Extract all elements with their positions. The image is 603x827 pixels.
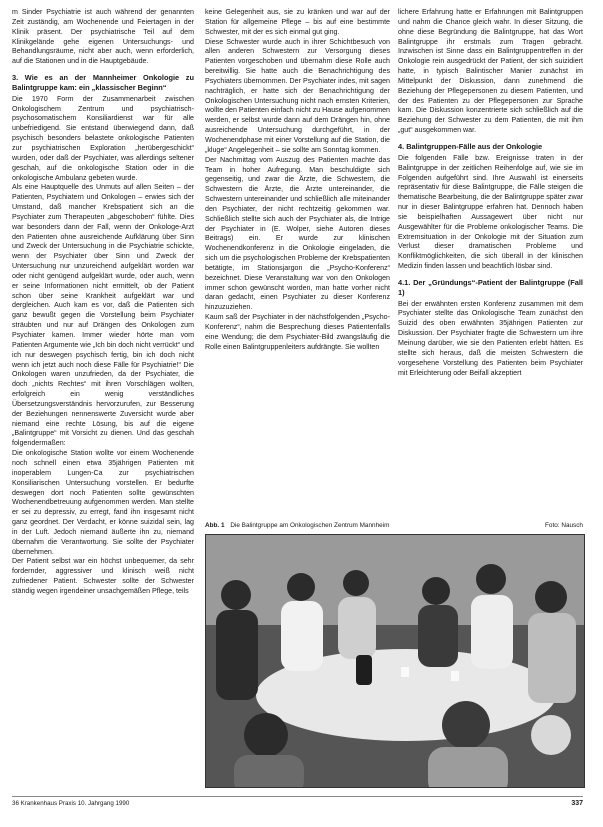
figure-label: Abb. 1 <box>205 522 225 529</box>
photo-credit: Foto: Nausch <box>544 522 583 529</box>
paragraph: Der Patient selbst war ein höchst unbequemer, da sehr fordernder, aggressiver und klinisch weiß nicht zufriedener Patient. Schwester sollte der Schwester ständig wegen irgendeiner unsachgemäßen Pflege, teils <box>12 557 194 595</box>
paragraph: Die onkologische Station wollte vor einem Wochenende noch schnell einen etwa 35jährigen Patienten mit inoperablem Lungen-Ca zur psychiatrischen Konsiliarischen Untersuchung vorstellen. Er bedurfte deswegen dort noch Patienten sollte gewünschten Wochenendbetreuung aufgenommen werden. Man stellte er sei zu depressiv, zu erregt, fand ihn insgesamt nicht ganz geordnet. Der Verdacht, er könne suizidal sein, lag in der Luft. Jedoch niemand äußerte ihn zu, niemand übernahm die Verantwortung. Sie sollte der Psychiater übernehmen. <box>12 449 194 556</box>
figure-caption <box>205 522 389 529</box>
coffee-pot <box>356 655 372 685</box>
paragraph: Als eine Hauptquelle des Unmuts auf allen Seiten – der Patienten, Psychiatern und Onkologen – erwies sich der Umstand, daß mancher Krebspatient sich an die Psychiater zum Therapeuten „abgeschoben“ fühlte. Dies war besonders dann der Fall, wenn der Onkologe-Arzt den Patienten ohne ausreichende Aufklärung über Sinn und Zweck der Untersuchung in die Psychiatrie schickte, wenn der Psychiater über Sinn und Zweck der Untersuchung nur unzureichend aufgeklärt worden war oder nicht genügend aufgeklärt wurde, oder auch, wenn er seine Informationen nicht ermittelt, ob der Patient schon über seine Krankheit aufgeklärt war und dergleichen. Auch kam es vor, daß die Patienten sich ganz bewußt gegen die Vorstellung beim Psychiater sträubten und nur auf Drängen des Onkologen zum Psychiater kamen. Immer wieder hörte man vom Patienten Argumente wie „Ich bin doch nicht verrückt“ und ich nur deswegen psychisch fertig, bin ich doch nicht wenn ich jetzt auch noch diese Fälle für Psychiatrie!“ Die Onkologen waren unzufrieden, da der Psychiater, die doch „nichts Rechtes“ mit ihren Vorschlägen wollten, erfolgreich ein wenig verständliches Übersetzungsverständnis hervorzurufen, zur Besserung der Beziehungen nennenswerte Zuversicht wurde aber niemand eine rechte Lösung, bis auf die eigene „Balintgruppe“ mit Vorsicht zu dienen. Und das geschah folgendermaßen: <box>12 183 194 448</box>
page-footer <box>12 796 583 812</box>
figure-caption-row <box>205 520 583 531</box>
paragraph: Die 1970 Form der Zusammenarbeit zwischen Onkologischem Zentrum und psychiatrisch-psychosomatischem Konsiliardienst war für alle unbefriedigend. Sie entstand überwiegend dann, daß psychisch besonders belastete onkologische Patienten zur psychiatrischen Exploration „herübergeschickt“ wurden, oder daß der Psychiater, was allerdings seltener geschah, auf die onkologische Station oder in die onkologische Ambulanz gebeten wurde. <box>12 94 194 182</box>
paragraph: Diese Schwester wurde auch in ihrer Schichtbesuch von allen anderen Schwestern zur Versorgung dieses Patienten vorgeschoben und übernahm diese Rolle auch bereitwillig. Sie hatte auch die Benachrichtigung des Psychiaters übernommen. Der Psychiater indes, mit sagen nachträglich, er hatte sich der Benachrichtigung der Onkologischen Untersuchung nicht nach ernsten Kriterien, wollte den Patienten einfach nicht zu Hause aufgenommen werden, er selbst wurde dann auf dem Drängen hin, ohne ausreichende Untersuchung durchgeführt, in der Wochenendphase mit einer Vorstellung auf die Station, die „kluge“ Angelegenheit – sie sollte am Sonntag kommen. <box>205 37 390 154</box>
text-column-3 <box>398 8 583 520</box>
journal-info: 36 Krankenhaus Praxis 10. Jahrgang 1990 <box>12 800 130 807</box>
paragraph: keine Gelegenheit aus, sie zu kränken und war auf der Station für allgemeine Pflege – bis auf eine bestimmte Schwester, mit der es sich einmal gut ging. <box>205 8 390 36</box>
section-heading: 4. Balintgruppen-Fälle aus der Onkologie <box>398 141 543 151</box>
figure-caption-text: Die Balintgruppe am Onkologischen Zentrum Mannheim <box>230 522 390 529</box>
section-heading: 3. Wie es an der Mannheimer Onkologie zu Balintgruppe kam: ein „klassischer Beginn“ <box>12 73 194 92</box>
page-number: 337 <box>571 800 583 807</box>
text-column-2 <box>205 8 390 520</box>
group-photo-illustration <box>206 535 584 787</box>
paragraph: lichere Erfahrung hatte er Erfahrungen mit Balintgruppen und nahm die Chance gleich wahr. In dieser Sitzung, die ohne diese Begründung die Balintgruppe, hat das Wort Balintgruppe ihr erstmals zum Tragen gebracht. Inzwischen ist Sinne dass ein Balintgruppentreffen in der Onkologie rein ausgedrückt der Patient, der sich suizidiert hatte, in typisch Balintischer Manier zunächst im Mittelpunkt der Diskussion, dann zunehmend die Beziehung der Pflegepersonen zu diesem Patienten, und der des Patienten zu der Pflegepersonen zur Sprache kam. Die Diskussion konzentrierte sich schließlich auf die Beziehung der Schwester zu dem Patienten, die mit ihm „gut“ ausgekommen war. <box>398 8 583 135</box>
paragraph: Die folgenden Fälle bzw. Ereignisse traten in der Balintgruppe in der zeitlichen Reihenfolge auf, wie sie im Folgenden aufgeführt sind. Ihre Auswahl ist einerseits repräsentativ für diese Balintgruppe, die Fälle steigen die thematische Bearbeitung, die der Balintgruppe später zwar nur in dieser Balintgruppe erfahren hat. Dennoch haben sie beispielhaften Aussagewert über nicht nur Ausgewählter für die Probleme onkologischer Teams. Die Extremsituation in der Onkologie mit der Situation zum Verlust dieser dramatischen Probleme und Konfliktmöglichkeiten, die sich überall in der klinischen Medizin finden lassen und beachtlich lösbar sind. <box>398 153 583 271</box>
paragraph: Bei der erwähnten ersten Konferenz zusammen mit dem Psychiater stellte das Onkologische Team zunächst den Suizid des oben erwähnten 35jährigen Patienten zur Diskussion. Der Psychiater fragte die Schwestern um ihre Meinung darüber, wie sie den Patienten erlebt hätten. Es stellte sich heraus, daß die meisten Schwestern die vorgesehene Vorstellung des Patienten beim Psychiater mit Erleichterung oder Beifall akzeptiert <box>398 299 583 377</box>
text-column-1 <box>12 8 194 788</box>
paragraph: m Sinder Psychiatrie ist auch während der genannten Zeit zuständig, am Wochenende und Feiertagen in der Klinik präsent. Der psychiatrische Teil auf dem Klinikgelände gehe eigenen Untersuchungs- und Behandlungsräume, nicht aber auch, wenn erforderlich, auf die Stationen und in die Hauptgebäude. <box>12 8 194 66</box>
paragraph: Kaum saß der Psychiater in der nächstfolgenden „Psycho-Konferenz“, nahm die Besprechung dieses Patientenfalls eine Wendung; die dem Psychiater-Bild zwangsläufig die Rolle einen Balintgruppenleiters aufdrängte. Sie wollten <box>205 313 390 351</box>
paragraph: Der Nachmittag vom Auszug des Patienten machte das Team in hoher Aufregung. Man beschuldigte sich gegenseitig, und zwar die Ärzte, die Schwestern, die Schwestern die Ärzte, die Ärzte untereinander, die Schwestern untereinander und schließlich alle miteinander den Psychiater, der nicht rechtzeitig gekommen war. Schließlich stellte sich auch der Psychiater als, die Intrige der Psychiater in (E. Wolper, siehe Autoren dieses Beitrags) ein. Er wurde zur klinischen Wochenendkonferenz in die Onkologie eingeladen, die sich um die psychologischen Probleme der Krebspatienten betätigte, im Stationsjargon die „Psycho-Konferenz“ bezeichnet. Diese Veranstaltung war von den Onkologen immer schon gewünscht worden, man hatte vorher nicht daran gedacht, einen Psychiater zu dieser Konferenz hinzuzuziehen. <box>205 155 390 312</box>
group-photo <box>205 534 585 788</box>
subsection-heading: 4.1. Der „Gründungs“-Patient der Balintgruppe (Fall 1) <box>398 277 583 297</box>
